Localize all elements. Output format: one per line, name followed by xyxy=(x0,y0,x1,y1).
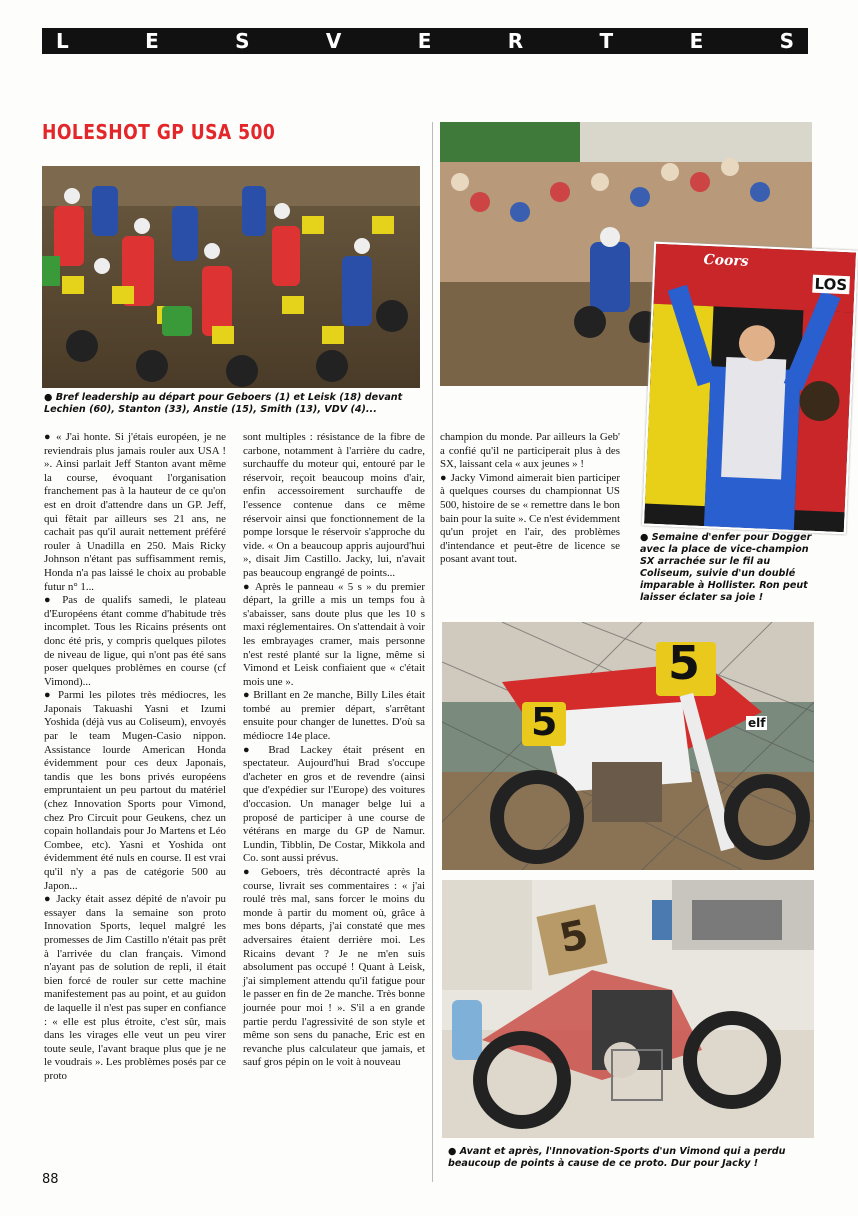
banner-letter: L xyxy=(56,29,69,53)
banner-letter: E xyxy=(417,29,432,53)
paragraph: sont multiples : résistance de la fibre de carbone, notamment à l'arrière du cadre, surchauffe du moteur qui, entouré par le réservoir, reçoit beaucoup moins d'air, enfin accessoirement surchauffe de l'essence contenue dans ce même réservoir ainsi que fonctionnement de la pompe lorsque le réservoir s'approche du vide. « On a beaucoup appris aujourd'hui », disait Jim Castillo. Jacky, lui, n'avait pas beaucoup engrangé de points... xyxy=(243,431,425,579)
race-start-photo xyxy=(42,166,420,388)
elf-logo: elf xyxy=(748,716,766,730)
banner-letter: V xyxy=(325,29,342,53)
podium-celebration-photo xyxy=(642,242,858,535)
plate-number-side: 5 xyxy=(531,700,558,744)
paragraph: champion du monde. Par ailleurs la Geb' a confié qu'il ne participerait plus à des SX, laissant cela « aux jeunes » ! xyxy=(440,431,620,471)
photo-caption-innovation: ● Avant et après, l'Innovation-Sports d'un Vimond qui a perdu beaucoup de points à cause de ce proto. Dur pour Jacky ! xyxy=(448,1146,786,1169)
photo-caption-dogger: ● Semaine d'enfer pour Dogger avec la place de vice-champion SX arrachée sur le fil au Coliseum, suivie d'un doublé imparable à Hollister. Ron peut laisser éclater sa joie ! xyxy=(640,532,812,603)
photo-caption-start: ● Bref leadership au départ pour Geboers (1) et Leisk (18) devant Lechien (60), Stanton (33), Anstie (15), Smith (13), VDV (4)... xyxy=(44,392,403,415)
banner-text-coors: Coors xyxy=(703,251,749,270)
paragraph: ● Geboers, très décontracté après la course, livrait ses commentaires : « j'ai roulé très mal, sans forcer le moins du monde à partir du moment où, grâce à mes bons départs, j'ai constaté que mes adversaires étaient derrière moi. Les Ricains devant ? Je ne m'en suis absolument pas occupé ! Quant à Leisk, j'ai simplement attendu qu'il fatigue pour le passer en fin de 2e manche. Très bonne journée pour moi ! ». S'il a en grande partie perdu l'agressivité de son style et même son sens du panache, Eric est en revanche plus calculateur que jamais, et sauf gros pépin on le voit à nouveau xyxy=(243,866,425,1069)
paragraph: ● Brad Lackey était présent en spectateur. Aujourd'hui Brad s'occupe d'acheter en gros et de revendre (ainsi que d'expédier sur l'Europe) des voitures d'occasion. Un manager belge lui a proposé de participer à une course de vétérans en marge du GP de Namur. Lundin, Tibblin, De Costar, Mikkola and Co. sont aussi prévus. xyxy=(243,743,425,865)
banner-letter: S xyxy=(779,29,794,53)
banner-letter: S xyxy=(235,29,250,53)
text-column-3 xyxy=(440,431,620,567)
paragraph: ● « J'ai honte. Si j'étais européen, je ne reviendrais plus jamais rouler aux USA ! ». Ainsi parlait Jeff Stanton avant même la course, évoquant l'organisation franchement pas à la hauteur de ce qu'on est en droit d'attendre dans un GP. Jeff, qui fêtait par ailleurs ses 21 ans, ne cachait pas qu'il aurait nettement préféré rouler à Unadilla en 250. Mais Ricky Johnson n'étant pas suffisamment remis, Honda n'a pas laissé le choix au probable futur n° 1... xyxy=(44,431,226,593)
paragraph: ● Jacky Vimond aimerait bien participer à quelques courses du championnat US 500, histoire de se « remettre dans le bon bain pour la suite ». Ce n'est évidemment qu'un projet en l'air, des problèmes d'intendance et peut-être de licence se posant avant tout. xyxy=(440,471,620,566)
paragraph: ● Parmi les pilotes très médiocres, les Japonais Takuashi Yasni et Izumi Yoshida (déjà vus au Coliseum), envoyés par le team Mugen-Casio nippon. Assistance lourde American Honda évidemment pour ces deux Japonais, tandis que les bons privés européens empruntaient un peu partout du matériel (chez Innovation Sports pour Vimond, chez Pro Circuit pour Geukens, chez un copain hollandais pour Jo Martens et Léo Combee, etc). Yasni et Yoshida ont évidemment été nuls en course. Il est vrai qu'il n'y a pas de catégorie 500 au Japon... xyxy=(44,689,226,892)
plate-number: 5 xyxy=(668,636,701,690)
paragraph: ● Après le panneau « 5 s » du premier départ, la grille a mis un temps fou à s'abaisser, sans doute plus que les 10 s maxi réglementaires. On s'attendait à voir les embrayages cramer, mais personne n'est resté planté sur la ligne, même si Vimond et Leisk confiaient que « c'était mois une ». xyxy=(243,580,425,688)
banner-letter: E xyxy=(689,29,704,53)
paragraph: ● Brillant en 2e manche, Billy Liles était tombé au premier départ, s'arrêtant ensuite pour changer de lunettes. D'où sa médiocre 14e place. xyxy=(243,689,425,743)
banner-letter: R xyxy=(507,29,524,53)
column-divider xyxy=(432,122,433,1182)
plate-number-crashed: 5 xyxy=(555,911,593,963)
banner-text-los: LOS xyxy=(814,274,848,295)
broken-bike-photo xyxy=(442,880,814,1138)
page-number: 88 xyxy=(42,1172,59,1187)
proto-bike-photo xyxy=(442,622,814,870)
text-column-1 xyxy=(44,431,226,1084)
banner-letter: E xyxy=(145,29,159,53)
section-banner xyxy=(42,28,808,54)
paragraph: ● Pas de qualifs samedi, le plateau d'Européens étant comme d'habitude très incomplet. Tous les Ricains présents ont donc été pris, y compris quelques pilotes de niveau de ligue, qui n'ont pas été sans poser quelques problèmes en course (cf Vimond)... xyxy=(44,594,226,688)
paragraph: ● Jacky était assez dépité de n'avoir pu essayer dans la semaine son proto Innovation Sports, lequel malgré les promesses de Jim Castillo n'était pas prêt à l'arrivée du clan français. Vimond n'ayant pas de solution de repli, il était bien forcé de rouler sur cette machine manifestement pas au point, et au guidon de laquelle il n'est pas super en confiance : « elle est plus étroite, c'est sûr, mais dans les virages elle veut un peu virer toute seule, l'avant braque plus que je ne le voudrais ». Les problèmes posés par ce proto xyxy=(44,893,226,1082)
banner-letter: T xyxy=(599,29,614,53)
article-title: HOLESHOT GP USA 500 xyxy=(42,120,276,144)
text-column-2 xyxy=(243,431,425,1070)
